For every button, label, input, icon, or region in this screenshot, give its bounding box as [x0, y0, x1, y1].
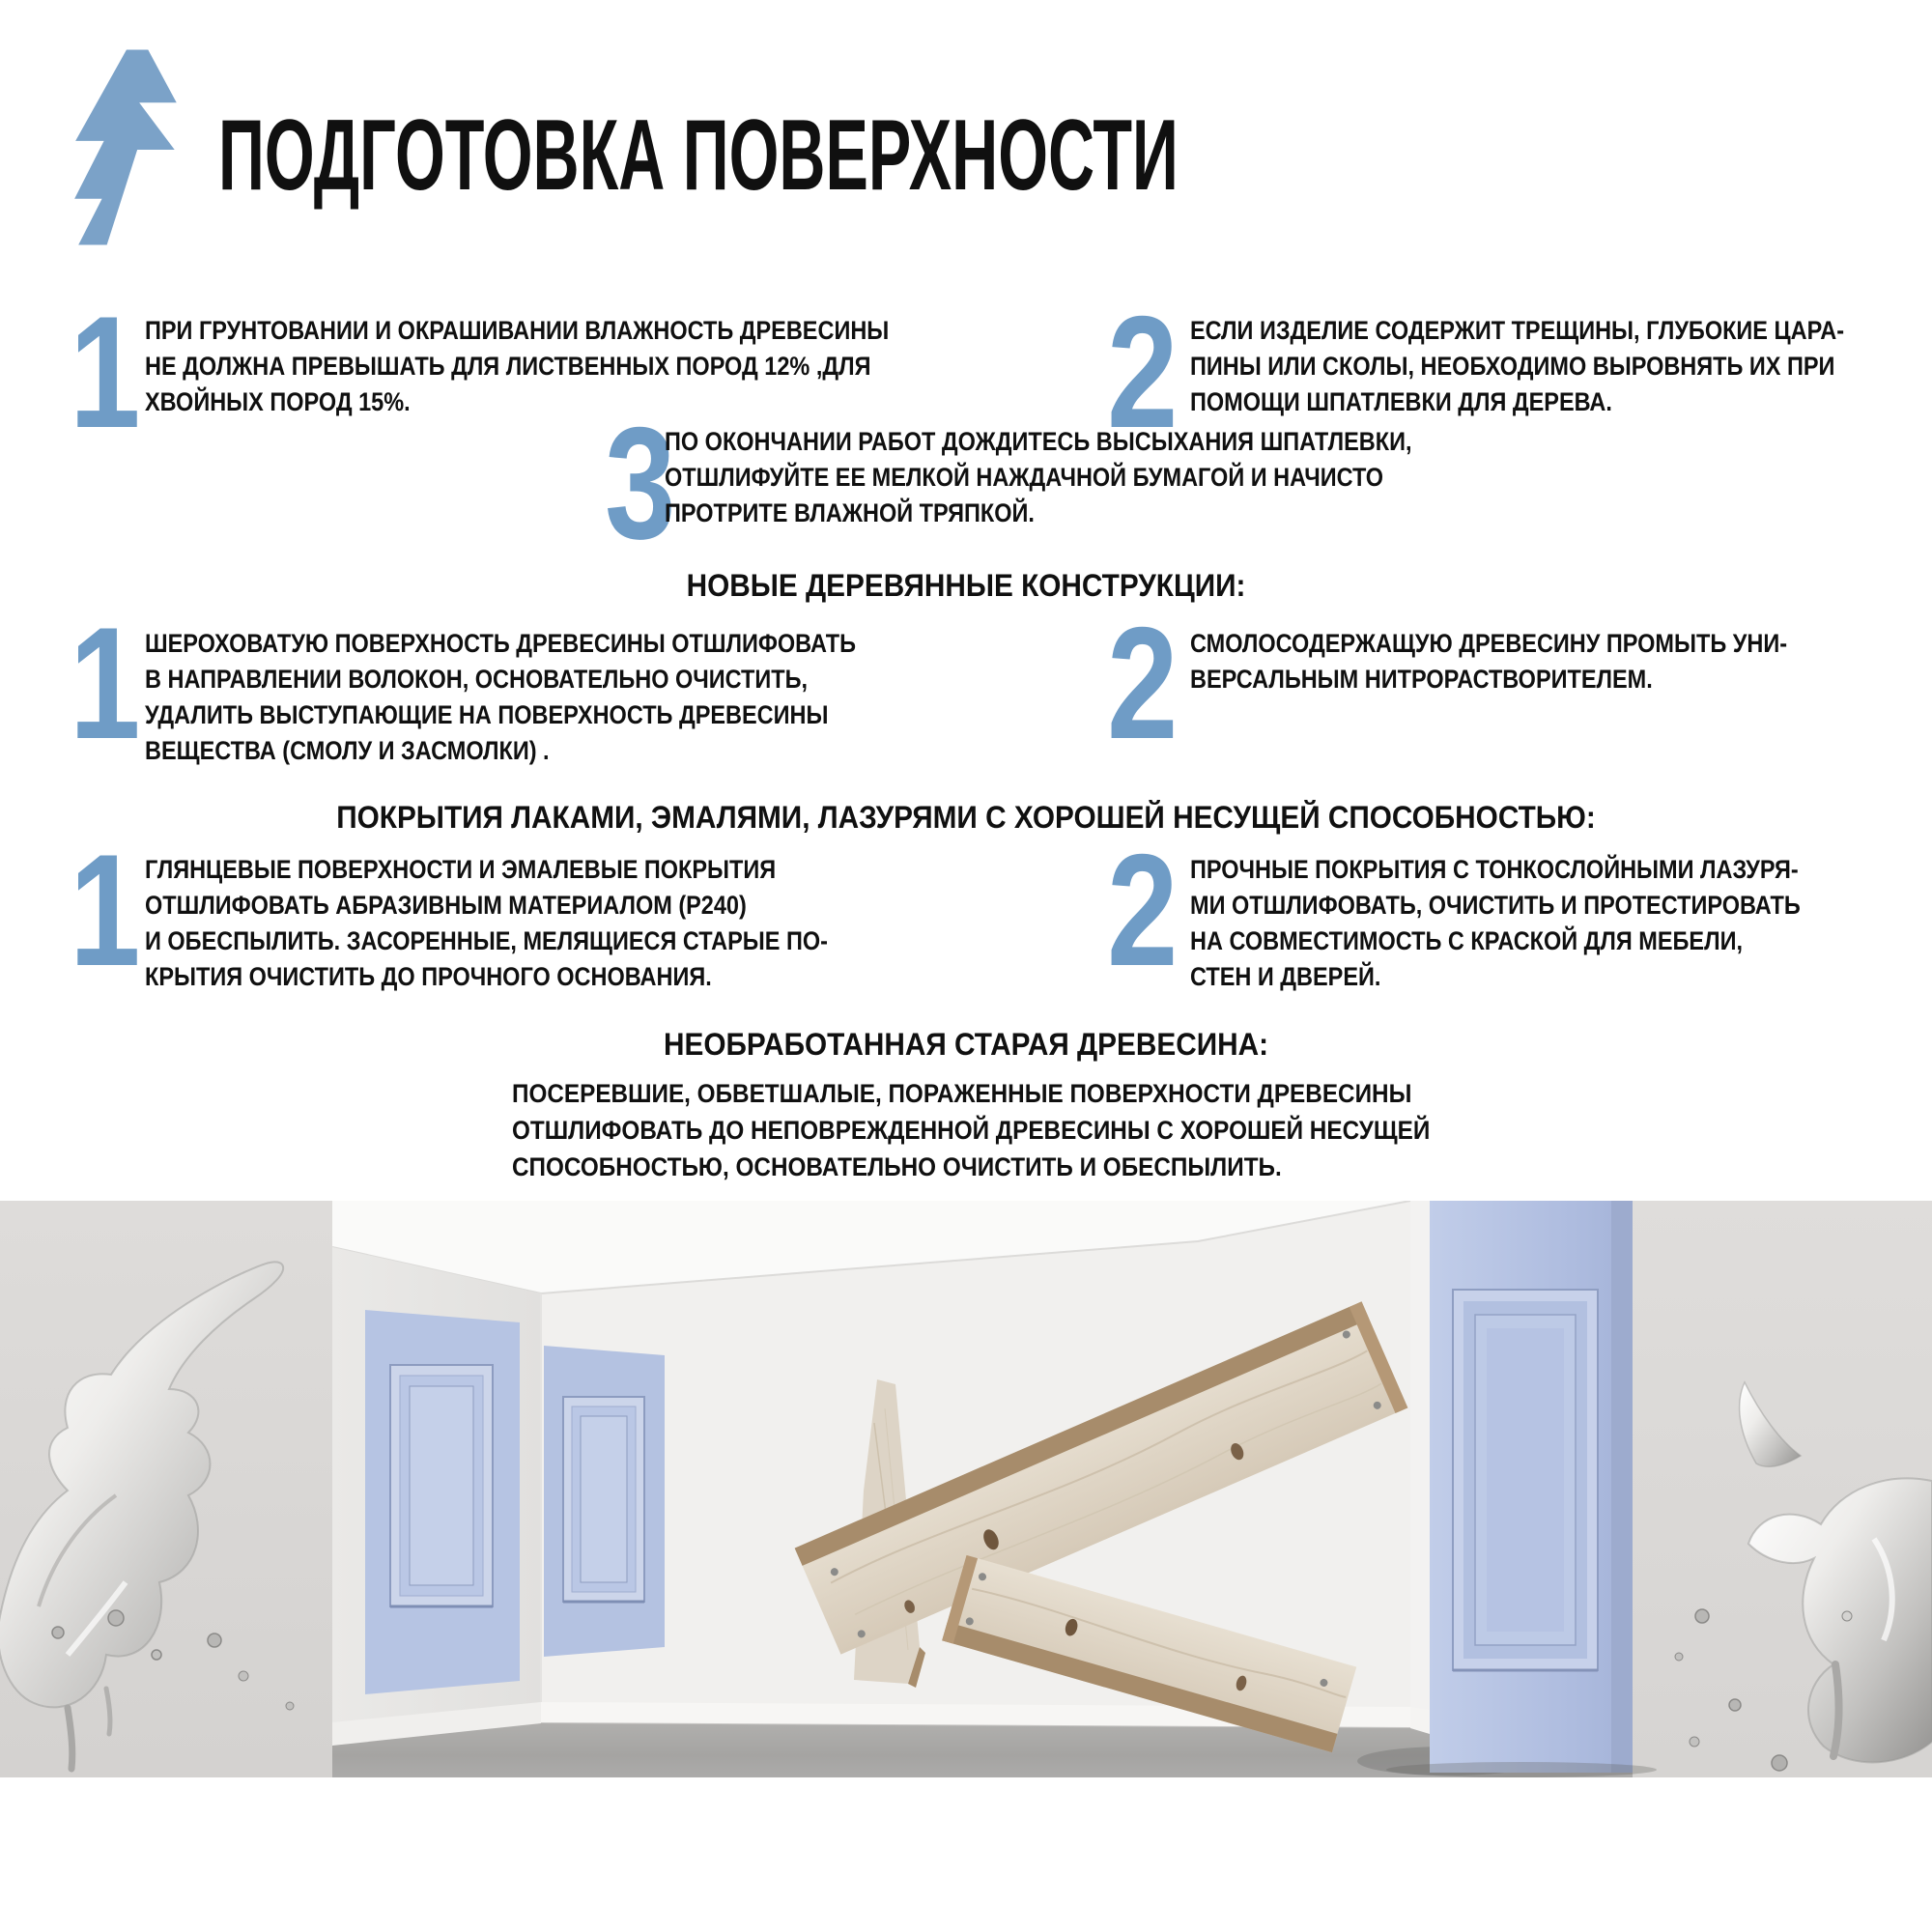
step-text: ПРОЧНЫЕ ПОКРЫТИЯ С ТОНКОСЛОЙНЫМИ ЛАЗУРЯ- МИ ОТШЛИФОВАТЬ, ОЧИСТИТЬ И ПРОТЕСТИРОВАТЬ НА СОВМЕСТИМОСТЬ С КРАСКОЙ ДЛЯ МЕБЕЛИ, СТЕН И ДВЕРЕЙ. [1190, 855, 1801, 991]
section-heading-coatings: ПОКРЫТИЯ ЛАКАМИ, ЭМАЛЯМИ, ЛАЗУРЯМИ С ХОРОШЕЙ НЕСУЩЕЙ СПОСОБНОСТЬЮ: [336, 800, 1596, 835]
step-text: ПО ОКОНЧАНИИ РАБОТ ДОЖДИТЕСЬ ВЫСЫХАНИЯ ШПАТЛЕВКИ, ОТШЛИФУЙТЕ ЕЕ МЕЛКОЙ НАЖДАЧНОЙ БУМАГОЙ И НАЧИСТО ПРОТРИТЕ ВЛАЖНОЙ ТРЯПКОЙ. [665, 427, 1412, 527]
step-number: 1 [70, 821, 138, 999]
step-text: ПРИ ГРУНТОВАНИИ И ОКРАШИВАНИИ ВЛАЖНОСТЬ ДРЕВЕСИНЫ НЕ ДОЛЖНА ПРЕВЫШАТЬ ДЛЯ ЛИСТВЕННЫХ ПОРОД 12% ,ДЛЯ ХВОЙНЫХ ПОРОД 15%. [145, 316, 890, 416]
section-heading-old-wood: НЕОБРАБОТАННАЯ СТАРАЯ ДРЕВЕСИНА: [663, 1027, 1269, 1062]
step-number: 1 [70, 283, 138, 461]
step-text: ШЕРОХОВАТУЮ ПОВЕРХНОСТЬ ДРЕВЕСИНЫ ОТШЛИФОВАТЬ В НАПРАВЛЕНИИ ВОЛОКОН, ОСНОВАТЕЛЬНО ОЧИСТИТЬ, УДАЛИТЬ ВЫСТУПАЮЩИЕ НА ПОВЕРХНОСТЬ ДРЕВЕСИНЫ ВЕЩЕСТВА (СМОЛУ И ЗАСМОЛКИ) . [145, 629, 857, 765]
old-wood-paragraph: ПОСЕРЕВШИЕ, ОБВЕТШАЛЫЕ, ПОРАЖЕННЫЕ ПОВЕРХНОСТИ ДРЕВЕСИНЫ ОТШЛИФОВАТЬ ДО НЕПОВРЕЖДЕННОЙ ДРЕВЕСИНЫ С ХОРОШЕЙ НЕСУЩЕЙ СПОСОБНОСТЬЮ, ОСНОВАТЕЛЬНО ОЧИСТИТЬ И ОБЕСПЫЛИТЬ. [512, 1079, 1431, 1181]
step-text: СМОЛОСОДЕРЖАЩУЮ ДРЕВЕСИНУ ПРОМЫТЬ УНИ- ВЕРСАЛЬНЫМ НИТРОРАСТВОРИТЕЛЕМ. [1190, 629, 1788, 694]
lightning-bolt-icon [66, 44, 193, 251]
section-heading-new-wood: НОВЫЕ ДЕРЕВЯННЫЕ КОНСТРУКЦИИ: [686, 568, 1246, 603]
wall-panel-left [365, 1310, 520, 1694]
step-number: 2 [1107, 594, 1176, 772]
room-illustration [0, 1201, 1932, 1777]
wall-panel-right [544, 1346, 665, 1657]
page-title: ПОДГОТОВКА ПОВЕРХНОСТИ [218, 99, 1179, 212]
step-text: ГЛЯНЦЕВЫЕ ПОВЕРХНОСТИ И ЭМАЛЕВЫЕ ПОКРЫТИЯ ОТШЛИФОВАТЬ АБРАЗИВНЫМ МАТЕРИАЛОМ (Р240) И ОБЕСПЫЛИТЬ. ЗАСОРЕННЫЕ, МЕЛЯЩИЕСЯ СТАРЫЕ ПО- КРЫТИЯ ОЧИСТИТЬ ДО ПРОЧНОГО ОСНОВАНИЯ. [145, 855, 828, 991]
step-number: 2 [1107, 821, 1176, 999]
step-number: 2 [1107, 283, 1176, 461]
step-text: ЕСЛИ ИЗДЕЛИЕ СОДЕРЖИТ ТРЕЩИНЫ, ГЛУБОКИЕ ЦАРА- ПИНЫ ИЛИ СКОЛЫ, НЕОБХОДИМО ВЫРОВНЯТЬ ИХ ПРИ ПОМОЩИ ШПАТЛЕВКИ ДЛЯ ДЕРЕВА. [1190, 316, 1845, 416]
step-number: 1 [70, 594, 138, 772]
room-interior [332, 1201, 1657, 1777]
step-number: 3 [605, 394, 673, 572]
